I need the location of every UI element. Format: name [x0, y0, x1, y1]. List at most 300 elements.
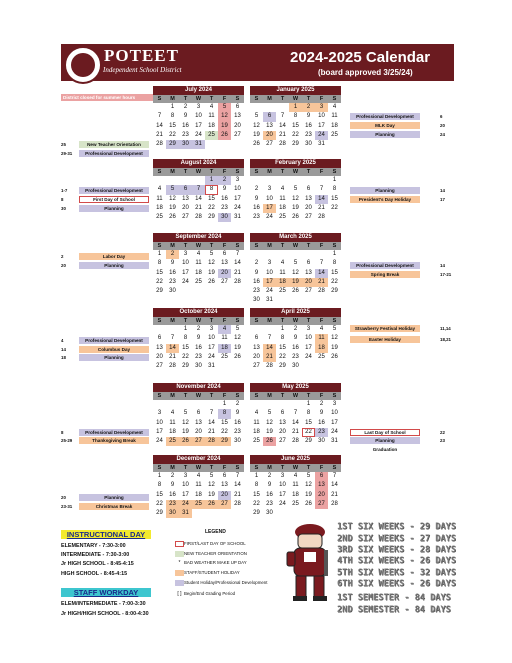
day-cell: 12 [208, 260, 215, 267]
day-cell: 8 [293, 113, 298, 120]
weekday-label: M [267, 318, 272, 324]
day-cell: 18 [156, 204, 163, 211]
weekday-label: M [170, 393, 175, 399]
day-cell: 30 [266, 510, 273, 517]
legend-swatch [175, 580, 184, 586]
weekday-label: S [332, 169, 337, 175]
day-cell: 6 [315, 472, 328, 481]
weekday-label: T [306, 243, 311, 249]
day-cell: 31 [208, 363, 215, 370]
day-cell: 18 [195, 491, 202, 498]
event-date: 8 [61, 197, 64, 202]
day-cell: 2 [235, 401, 240, 407]
weekday-header [153, 317, 244, 325]
weekday-label: T [280, 465, 285, 471]
weekday-label: S [254, 318, 259, 324]
day-cell: 24 [208, 353, 215, 360]
empty-cell [263, 325, 276, 334]
day-cell: 6 [196, 410, 201, 417]
event-date: 23-31 [61, 504, 73, 509]
empty-cell [166, 325, 179, 334]
day-cell: 26 [169, 214, 176, 221]
day-cell: 13 [221, 260, 228, 267]
day-cell: 27 [279, 438, 286, 445]
day-cell: 7 [293, 410, 298, 417]
day-cell: 21 [208, 428, 215, 435]
schedule-line: HIGH SCHOOL - 8:45-4:15 [61, 571, 128, 577]
day-cell: 30 [195, 363, 202, 370]
day-cell: 27 [234, 131, 241, 138]
day-cell: 17 [156, 428, 163, 435]
day-cell: 12 [218, 112, 231, 121]
grading-period: 2ND SIX WEEKS - 27 DAYS [337, 534, 456, 544]
day-cell: 27 [192, 437, 205, 446]
day-cell: 11 [315, 334, 328, 343]
day-cell: 2 [218, 176, 231, 185]
weekday-label: F [222, 243, 227, 249]
day-cell: 5 [254, 113, 259, 120]
day-cell: 19 [234, 344, 241, 351]
weekday-label: S [235, 318, 240, 324]
weekday-label: T [209, 96, 214, 102]
day-cell: 7 [209, 410, 214, 417]
day-cell: 23 [195, 353, 202, 360]
day-cell: 14 [208, 419, 215, 426]
weekday-label: W [195, 169, 202, 175]
event-label: Planning [350, 131, 420, 138]
day-cell: 20 [234, 122, 241, 129]
day-cell: 6 [157, 335, 162, 342]
day-cell: 15 [331, 195, 338, 202]
day-cell: 2 [293, 326, 298, 332]
day-cell: 21 [279, 131, 286, 138]
legend-item-label: Student Holiday/Professional Development [184, 580, 268, 585]
weekday-label: T [280, 96, 285, 102]
day-cell: 23 [315, 428, 328, 437]
weekday-label: F [222, 393, 227, 399]
day-cell: 23 [234, 428, 241, 435]
day-cell: 16 [266, 491, 273, 498]
day-cell: 13 [156, 344, 163, 351]
day-cell: 19 [208, 491, 215, 498]
day-cell: 3 [183, 251, 188, 257]
month-title: December 2024 [153, 455, 244, 464]
empty-cell [153, 400, 166, 409]
empty-cell [263, 250, 276, 259]
day-cell: 18 [331, 122, 338, 129]
day-cell: 8 [157, 482, 162, 489]
day-cell: 12 [234, 335, 241, 342]
day-cell: 14 [234, 482, 241, 489]
weekday-label: F [222, 465, 227, 471]
day-cell: 2 [319, 401, 324, 407]
day-cell: 5 [209, 251, 214, 257]
day-cell: 13 [253, 344, 260, 351]
day-cell: 18 [253, 428, 260, 435]
weekday-header [153, 95, 244, 103]
event-label: Easter Holiday [350, 336, 420, 343]
day-cell: 28 [318, 214, 325, 221]
day-cell: 17 [208, 344, 215, 351]
day-cell: 16 [221, 195, 228, 202]
day-cell: 11 [279, 195, 286, 202]
grading-period: 2ND SEMESTER - 84 DAYS [337, 605, 451, 615]
weekday-label: S [332, 393, 337, 399]
day-cell: 21 [263, 353, 276, 362]
day-cell: 7 [319, 186, 324, 193]
day-cell: 7 [170, 335, 175, 342]
day-cell: 23 [221, 204, 228, 211]
day-cell: 9 [306, 113, 311, 120]
day-cell: 3 [306, 326, 311, 332]
day-cell: 19 [289, 278, 302, 287]
day-cell: 17 [182, 269, 189, 276]
empty-cell [250, 325, 263, 334]
day-cell: 24 [266, 288, 273, 295]
day-cell: 4 [254, 410, 259, 417]
day-cell: 11 [208, 113, 215, 120]
empty-cell [263, 103, 276, 112]
weekday-label: F [319, 318, 324, 324]
day-cell: 1 [170, 104, 175, 110]
day-cell: 30 [166, 509, 179, 518]
day-cell: 26 [179, 437, 192, 446]
day-cell: 24 [182, 278, 189, 285]
day-cell: 10 [234, 186, 241, 193]
day-cell: 25 [279, 288, 286, 295]
day-cell: 17 [195, 122, 202, 129]
day-cell: 20 [279, 428, 286, 435]
month-title: January 2025 [250, 86, 341, 95]
day-cell: 2 [267, 473, 272, 479]
day-cell: 22 [279, 353, 286, 360]
month-title: November 2024 [153, 383, 244, 392]
day-cell: 6 [254, 335, 259, 342]
weekday-label: S [157, 243, 162, 249]
month-feb [250, 159, 341, 222]
month-nov [153, 383, 244, 446]
day-cell: 3 [315, 103, 328, 112]
day-cell: 24 [279, 500, 286, 507]
month-jun [250, 455, 341, 518]
weekday-label: S [332, 243, 337, 249]
event-label: Professional Development [79, 337, 149, 344]
legend-item-label: BAD WEATHER MAKE UP DAY [184, 560, 247, 565]
day-cell: 5 [306, 473, 311, 479]
grading-period: 1ST SEMESTER - 84 DAYS [337, 593, 451, 603]
weekday-label: S [157, 169, 162, 175]
day-cell: 11 [253, 419, 260, 426]
day-cell: 17 [331, 419, 338, 426]
day-cell: 12 [208, 482, 215, 489]
weekday-label: F [319, 465, 324, 471]
day-cell: 1 [306, 401, 311, 407]
day-cell: 26 [218, 131, 231, 140]
event-label: First Day of School [79, 196, 149, 203]
event-date: 17-21 [440, 272, 452, 277]
weekday-label: M [267, 393, 272, 399]
day-cell: 2 [170, 473, 175, 479]
legend-title: LEGEND [205, 529, 226, 535]
day-cell: 12 [169, 195, 176, 202]
instructional-day-title: INSTRUCTIONAL DAY [61, 530, 151, 539]
day-cell: 14 [279, 122, 286, 129]
day-cell: 29 [279, 363, 286, 370]
weekday-header [250, 392, 341, 400]
day-cell: 26 [234, 353, 241, 360]
day-cell: 26 [292, 288, 299, 295]
day-cell: 9 [170, 482, 175, 489]
event-date: 20 [61, 495, 66, 500]
day-cell: 31 [318, 141, 325, 148]
day-cell: 26 [208, 278, 215, 285]
event-label: Columbus Day [79, 346, 149, 353]
day-cell: 9 [254, 195, 259, 202]
weekday-label: S [157, 96, 162, 102]
weekday-label: W [195, 318, 202, 324]
day-cell: 21 [234, 491, 241, 498]
day-cell: 20 [182, 204, 189, 211]
empty-cell [289, 176, 302, 185]
month-title: June 2025 [250, 455, 341, 464]
day-cell: 17 [263, 278, 276, 287]
day-cell: 7 [280, 113, 285, 120]
day-cell: 18 [315, 344, 328, 353]
day-cell: 3 [196, 104, 201, 110]
day-cell: 19 [292, 204, 299, 211]
day-cell: 25 [195, 278, 202, 285]
day-cell: 10 [266, 269, 273, 276]
month-title: May 2025 [250, 383, 341, 392]
grading-period: 4TH SIX WEEKS - 26 DAYS [337, 556, 456, 566]
day-cell: 20 [302, 278, 315, 287]
day-cell: 21 [315, 278, 328, 287]
month-may [250, 383, 341, 446]
day-cell: 22 [253, 500, 260, 507]
event-date: 1-7 [61, 188, 68, 193]
day-cell: 29 [305, 438, 312, 445]
day-cell: 10 [182, 482, 189, 489]
weekday-header [250, 242, 341, 250]
weekday-label: F [222, 318, 227, 324]
day-cell: 6 [235, 104, 240, 110]
weekday-label: M [267, 465, 272, 471]
day-cell: 25 [205, 131, 218, 140]
empty-cell [205, 400, 218, 409]
weekday-header [250, 317, 341, 325]
event-date: 25 [61, 142, 66, 147]
event-label: Planning [79, 262, 149, 269]
day-cell: 8 [280, 335, 285, 342]
weekday-label: M [267, 96, 272, 102]
staff-workday-title: STAFF WORKDAY [61, 588, 151, 597]
day-cell: 4 [196, 251, 201, 257]
day-cell: 10 [182, 260, 189, 267]
day-cell: 25 [292, 500, 299, 507]
day-cell: 14 [263, 344, 276, 353]
day-cell: 1 [254, 473, 259, 479]
day-cell: 28 [195, 214, 202, 221]
day-cell: 7 [235, 473, 240, 479]
weekday-label: T [306, 465, 311, 471]
day-cell: 30 [218, 213, 231, 222]
day-cell: 7 [267, 335, 272, 342]
weekday-header [153, 392, 244, 400]
day-cell: 4 [280, 260, 285, 267]
day-cell: 30 [292, 363, 299, 370]
empty-cell [263, 400, 276, 409]
day-cell: 4 [332, 104, 337, 110]
event-label: Professional Development [79, 429, 149, 436]
day-cell: 10 [195, 113, 202, 120]
day-cell: 4 [280, 186, 285, 193]
empty-cell [166, 176, 179, 185]
day-cell: 28 [156, 141, 163, 148]
day-cell: 23 [166, 500, 179, 509]
weekday-label: T [306, 96, 311, 102]
empty-cell [153, 325, 166, 334]
event-date: 4 [61, 338, 64, 343]
day-cell: 1 [205, 176, 218, 185]
day-cell: 28 [169, 363, 176, 370]
weekday-label: S [254, 169, 259, 175]
empty-cell [289, 250, 302, 259]
day-cell: 16 [195, 344, 202, 351]
weekday-label: S [157, 318, 162, 324]
day-cell: 20 [218, 491, 231, 500]
month-jan [250, 86, 341, 149]
day-cell: 22 [331, 204, 338, 211]
day-cell: 18 [208, 122, 215, 129]
event-label: Graduation [372, 447, 398, 452]
day-cell: 2 [166, 250, 179, 259]
day-cell: 31 [192, 140, 205, 149]
day-cell: 12 [305, 482, 312, 489]
day-cell: 13 [234, 113, 241, 120]
day-cell: 5 [183, 410, 188, 417]
empty-cell [250, 176, 263, 185]
day-cell: 27 [266, 141, 273, 148]
empty-cell [302, 176, 315, 185]
event-label: New Teacher Orientation [79, 141, 149, 148]
event-date: 2 [61, 254, 64, 259]
day-cell: 1 [222, 401, 227, 407]
day-cell: 16 [169, 491, 176, 498]
weekday-label: T [209, 243, 214, 249]
day-cell: 11 [279, 269, 286, 276]
day-cell: 4 [218, 325, 231, 334]
day-cell: 15 [221, 419, 228, 426]
day-cell: 15 [292, 122, 299, 129]
month-title: August 2024 [153, 159, 244, 168]
day-cell: 27 [315, 500, 328, 509]
day-cell: 8 [157, 260, 162, 267]
day-cell: 26 [253, 141, 260, 148]
weekday-label: M [267, 243, 272, 249]
grading-period: 5TH SIX WEEKS - 32 DAYS [337, 568, 456, 578]
day-cell: 28 [318, 288, 325, 295]
day-cell: 29 [253, 510, 260, 517]
day-cell: 23 [253, 288, 260, 295]
event-label: Professional Development [350, 262, 420, 269]
event-label: Planning [79, 354, 149, 361]
day-cell: 1 [157, 473, 162, 479]
day-cell: 1 [280, 326, 285, 332]
day-cell: 2 [302, 103, 315, 112]
event-label: Planning [79, 494, 149, 501]
day-cell: 15 [331, 269, 338, 276]
day-cell: 11 [195, 260, 202, 267]
weekday-label: T [209, 465, 214, 471]
day-cell: 16 [305, 122, 312, 129]
weekday-label: S [235, 465, 240, 471]
day-cell: 5 [293, 260, 298, 267]
day-cell: 13 [315, 481, 328, 490]
event-date: 17 [440, 197, 445, 202]
day-cell: 16 [234, 419, 241, 426]
day-cell: 28 [279, 141, 286, 148]
weekday-label: S [235, 243, 240, 249]
day-cell: 10 [331, 410, 338, 417]
legend-swatch [175, 570, 184, 576]
event-date: 25-29 [61, 438, 73, 443]
empty-cell [179, 400, 192, 409]
day-cell: 17 [318, 122, 325, 129]
day-cell: 28 [234, 278, 241, 285]
day-cell: 4 [209, 104, 214, 110]
empty-cell [276, 103, 289, 112]
day-cell: 23 [169, 278, 176, 285]
day-cell: 31 [331, 438, 338, 445]
empty-cell [315, 250, 328, 259]
day-cell: 23 [253, 214, 260, 221]
weekday-label: W [292, 393, 299, 399]
weekday-label: T [306, 318, 311, 324]
weekday-label: T [183, 393, 188, 399]
day-cell: 14 [292, 419, 299, 426]
weekday-label: T [183, 318, 188, 324]
day-cell: 18 [292, 491, 299, 498]
event-label: Spring Break [350, 271, 420, 278]
day-cell: 3 [267, 260, 272, 267]
day-cell: 25 [279, 214, 286, 221]
day-cell: 19 [182, 428, 189, 435]
weekday-header [250, 168, 341, 176]
day-cell: 25 [192, 500, 205, 509]
weekday-header [250, 95, 341, 103]
day-cell: 30 [179, 140, 192, 149]
day-cell: 3 [157, 410, 162, 417]
day-cell: 15 [156, 269, 163, 276]
day-cell: 21 [331, 491, 338, 498]
weekday-label: W [292, 169, 299, 175]
event-label: Planning [350, 437, 420, 444]
day-cell: 8 [332, 260, 337, 267]
day-cell: 5 [267, 410, 272, 417]
day-cell: 8 [205, 185, 218, 194]
legend-swatch [175, 541, 184, 547]
weekday-label: F [319, 393, 324, 399]
day-cell: 16 [253, 204, 260, 211]
month-jul [153, 86, 244, 149]
day-cell: 6 [263, 112, 276, 121]
day-cell: 1 [157, 251, 162, 257]
calendar-subtitle: (board approved 3/25/24) [318, 68, 413, 77]
day-cell: 29 [292, 141, 299, 148]
day-cell: 10 [156, 419, 163, 426]
event-label: Planning [79, 205, 149, 212]
day-cell: 2 [254, 186, 259, 193]
